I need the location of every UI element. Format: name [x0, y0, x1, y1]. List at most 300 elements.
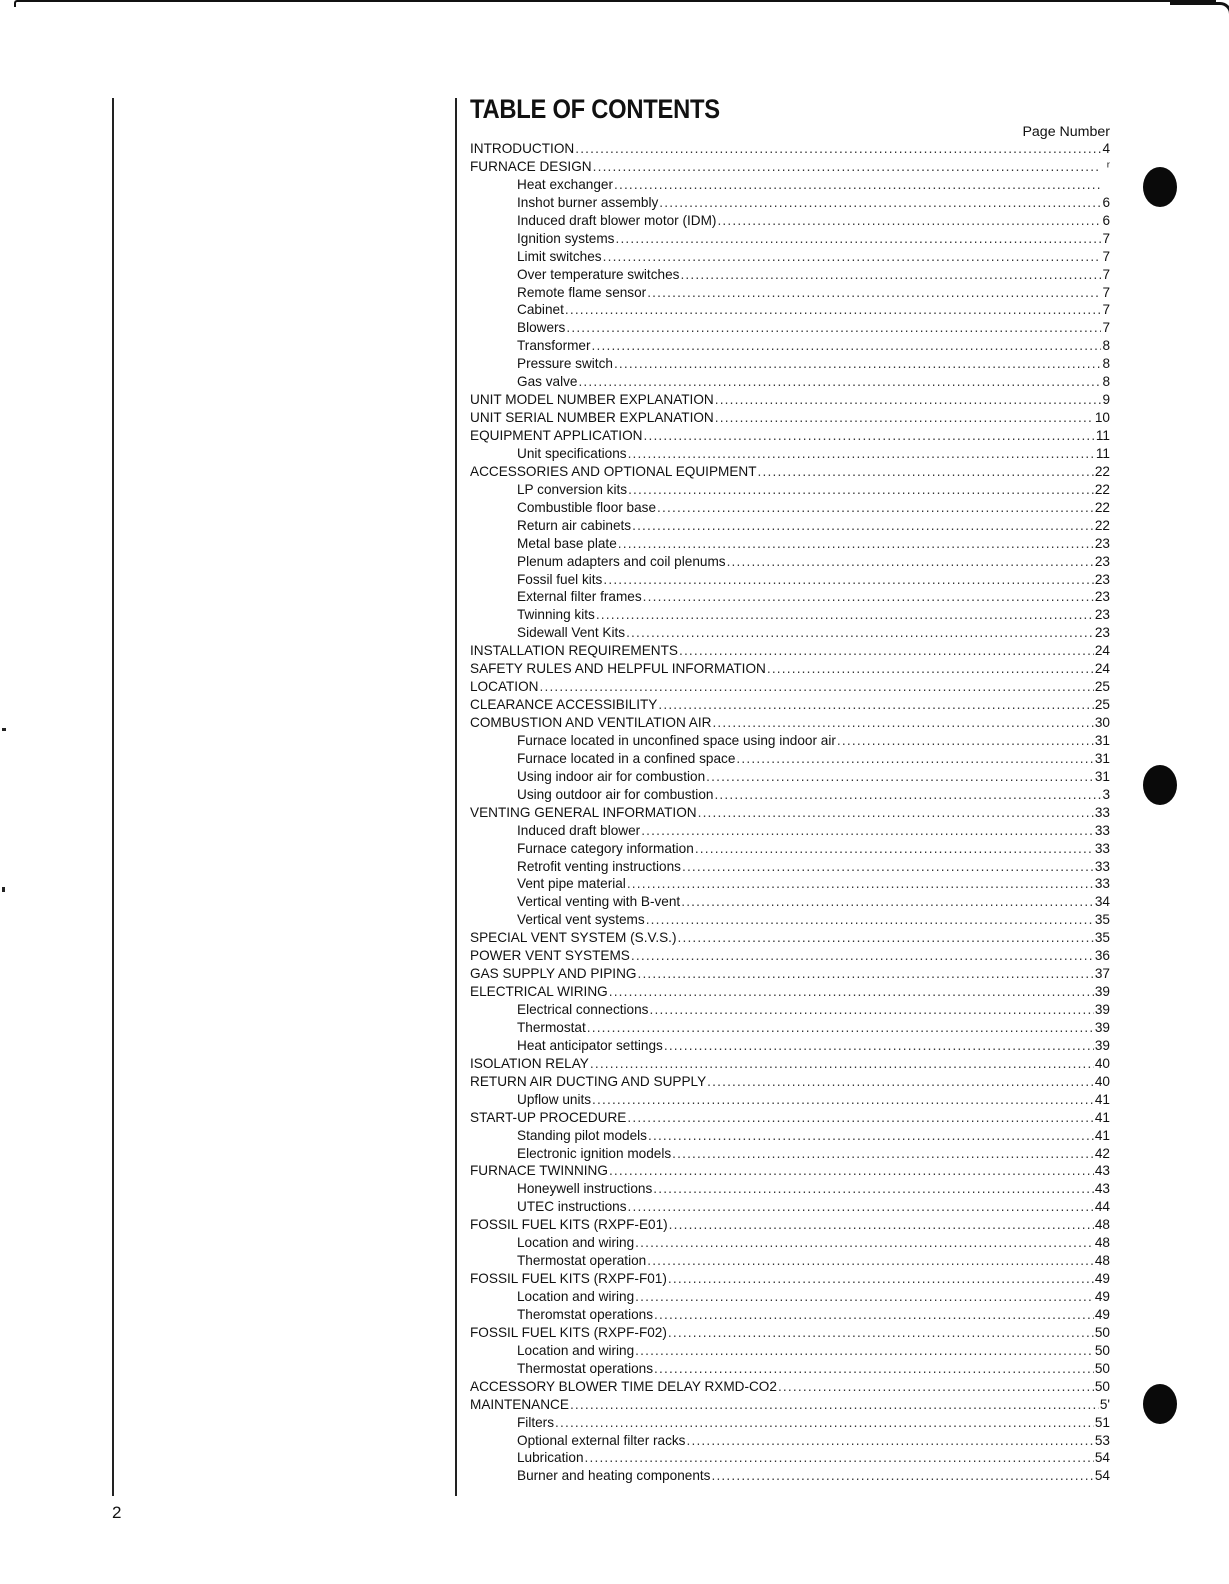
toc-subentry: [470, 1414, 1110, 1432]
toc-subentry: [470, 1145, 1110, 1163]
toc-entry-title: Burner and heating components: [517, 1468, 711, 1484]
toc-subentry: [470, 535, 1110, 553]
dot-leader: [614, 355, 1101, 373]
toc-entry-page: 54: [1094, 1450, 1110, 1466]
toc-subentry: [470, 822, 1110, 840]
toc-entry-title: Furnace located in unconfined space using indoor air: [517, 732, 836, 748]
toc-entry-title: Honeywell instructions: [517, 1181, 653, 1197]
toc-subentry: [470, 248, 1110, 266]
toc-entry-title: Return air cabinets: [517, 517, 632, 533]
toc-entry-title: Electronic ignition models: [517, 1145, 672, 1161]
toc-entry-page: 33: [1094, 840, 1110, 856]
toc-entry-title: Heat exchanger: [517, 176, 613, 192]
toc-entry-title: Blowers: [517, 320, 566, 336]
table-of-contents: [470, 140, 1110, 1485]
dot-leader: [648, 1127, 1094, 1145]
dot-leader: [712, 714, 1093, 732]
toc-subentry: [470, 266, 1110, 284]
toc-subentry: [470, 1432, 1110, 1450]
toc-entry-page: 49: [1094, 1271, 1110, 1287]
binder-hole: [1143, 167, 1177, 207]
toc-entry-title: Pressure switch: [517, 356, 613, 372]
toc-subentry: [470, 301, 1110, 319]
toc-subentry: [470, 212, 1110, 230]
toc-entry-page: 30: [1094, 715, 1110, 730]
toc-entry-page: 48: [1094, 1235, 1110, 1251]
dot-leader: [669, 1216, 1094, 1234]
toc-entry: [470, 714, 1110, 732]
dot-leader: [585, 1449, 1094, 1467]
toc-entry-title: Upflow units: [517, 1091, 592, 1107]
toc-subentry: [470, 911, 1110, 929]
toc-entry-title: ACCESSORY BLOWER TIME DELAY RXMD-CO2: [470, 1378, 777, 1394]
toc-entry-title: POWER VENT SYSTEMS: [470, 948, 630, 964]
toc-entry: [470, 1396, 1110, 1414]
scan-page-corner: [1170, 2, 1229, 15]
toc-entry: [470, 1055, 1110, 1073]
toc-entry-title: Unit specifications: [517, 445, 627, 461]
scan-speck: [2, 887, 5, 892]
toc-entry-page: 41: [1094, 1109, 1110, 1125]
dot-leader: [614, 176, 1101, 194]
toc-entry: [470, 463, 1110, 481]
toc-entry-title: FURNACE DESIGN: [470, 158, 592, 174]
dot-leader: [618, 535, 1094, 553]
toc-entry-title: Twinning kits: [517, 607, 595, 623]
dot-leader: [587, 1019, 1094, 1037]
toc-entry-page: 48: [1094, 1217, 1110, 1233]
toc-entry-page: 39: [1094, 1037, 1110, 1053]
dot-leader: [635, 1342, 1094, 1360]
dot-leader: [668, 1270, 1094, 1288]
toc-entry-title: Gas valve: [517, 374, 578, 390]
dot-leader: [609, 1162, 1094, 1180]
toc-entry-page: 33: [1094, 804, 1110, 820]
toc-entry-title: EQUIPMENT APPLICATION: [470, 428, 643, 443]
toc-entry-title: FOSSIL FUEL KITS (RXPF-E01): [470, 1217, 668, 1233]
toc-entry-title: CLEARANCE ACCESSIBILITY: [470, 697, 658, 713]
dot-leader: [578, 373, 1101, 391]
toc-subentry: [470, 588, 1110, 606]
toc-subentry: [470, 445, 1110, 463]
toc-entry-title: Optional external filter racks: [517, 1432, 686, 1448]
page-footer-number: 2: [112, 1503, 122, 1522]
toc-entry-page: ʳ: [1106, 158, 1110, 174]
toc-entry-page: 50: [1094, 1324, 1110, 1340]
toc-entry-page: 23: [1094, 553, 1110, 569]
toc-entry-title: Thermostat: [517, 1019, 586, 1035]
toc-entry-page: 33: [1094, 858, 1110, 874]
dot-leader: [628, 1198, 1094, 1216]
toc-entry-title: Location and wiring: [517, 1342, 635, 1358]
toc-subentry: [470, 553, 1110, 571]
toc-subentry: [470, 1091, 1110, 1109]
dot-leader: [615, 230, 1101, 248]
toc-entry: [470, 1270, 1110, 1288]
dot-leader: [627, 875, 1094, 893]
toc-entry-page: 49: [1094, 1306, 1110, 1322]
toc-entry-title: Standing pilot models: [517, 1127, 647, 1143]
toc-entry-page: 53: [1094, 1432, 1110, 1448]
dot-leader: [539, 678, 1093, 696]
toc-subentry: [470, 1467, 1110, 1485]
toc-entry-page: 23: [1094, 607, 1110, 623]
dot-leader: [653, 1180, 1094, 1198]
toc-entry-page: 8: [1102, 338, 1110, 354]
toc-entry: [470, 158, 1110, 176]
toc-subentry: [470, 1198, 1110, 1216]
toc-entry-title: Location and wiring: [517, 1235, 635, 1251]
toc-entry-title: Metal base plate: [517, 535, 617, 551]
toc-subentry: [470, 840, 1110, 858]
dot-leader: [628, 445, 1095, 463]
toc-entry-title: UNIT SERIAL NUMBER EXPLANATION: [470, 410, 714, 426]
dot-leader: [643, 427, 1094, 445]
dot-leader: [628, 481, 1094, 499]
toc-entry-title: Retrofit venting instructions: [517, 858, 681, 874]
toc-entry-title: Limit switches: [517, 248, 602, 264]
toc-entry-title: ELECTRICAL WIRING: [470, 984, 608, 1000]
toc-subentry: [470, 499, 1110, 517]
toc-entry: [470, 642, 1110, 660]
toc-entry-title: External filter frames: [517, 589, 642, 605]
dot-leader: [672, 1145, 1094, 1163]
toc-subentry: [470, 373, 1110, 391]
toc-entry-page: 43: [1094, 1163, 1110, 1179]
toc-entry: [470, 929, 1110, 947]
page-title: TABLE OF CONTENTS: [470, 94, 720, 124]
toc-entry-page: 34: [1094, 894, 1110, 910]
toc-entry: [470, 678, 1110, 696]
dot-leader: [682, 858, 1094, 876]
toc-entry-page: 39: [1094, 1002, 1110, 1017]
toc-entry-page: 35: [1094, 930, 1110, 946]
dot-leader: [686, 1432, 1093, 1450]
dot-leader: [758, 463, 1094, 481]
toc-subentry: [470, 1342, 1110, 1360]
dot-leader: [695, 840, 1094, 858]
toc-entry-page: 54: [1094, 1468, 1110, 1484]
dot-leader: [736, 750, 1093, 768]
toc-entry-title: Using indoor air for combustion: [517, 768, 706, 784]
toc-subentry: [470, 1288, 1110, 1306]
toc-subentry: [470, 624, 1110, 642]
dot-leader: [603, 571, 1094, 589]
toc-subentry: [470, 1019, 1110, 1037]
toc-entry-page: 22: [1094, 499, 1110, 515]
dot-leader: [570, 1396, 1099, 1414]
toc-subentry: [470, 194, 1110, 212]
toc-entry: [470, 965, 1110, 983]
toc-subentry: [470, 750, 1110, 768]
toc-entry-title: COMBUSTION AND VENTILATION AIR: [470, 715, 712, 730]
dot-leader: [714, 786, 1101, 804]
toc-entry-title: ISOLATION RELAY: [470, 1055, 589, 1071]
toc-entry-title: Combustible floor base: [517, 499, 657, 515]
toc-subentry: [470, 1449, 1110, 1467]
toc-entry-page: 31: [1094, 732, 1110, 748]
toc-entry-page: 24: [1094, 643, 1110, 659]
toc-subentry: [470, 230, 1110, 248]
toc-entry-page: 8: [1102, 356, 1110, 372]
dot-leader: [635, 1288, 1094, 1306]
toc-subentry: [470, 571, 1110, 589]
toc-entry-title: Inshot burner assembly: [517, 194, 659, 210]
toc-entry-title: Using outdoor air for combustion: [517, 786, 714, 802]
dot-leader: [698, 804, 1094, 822]
dot-leader: [707, 1073, 1094, 1091]
toc-entry-page: 50: [1094, 1360, 1110, 1376]
dot-leader: [649, 1001, 1093, 1019]
toc-entry-title: LP conversion kits: [517, 481, 628, 497]
dot-leader: [654, 1360, 1094, 1378]
toc-entry-title: Remote flame sensor: [517, 284, 647, 300]
toc-subentry: [470, 517, 1110, 535]
dot-leader: [590, 1055, 1094, 1073]
dot-leader: [609, 983, 1094, 1001]
toc-subentry: [470, 1127, 1110, 1145]
toc-entry-title: Cabinet: [517, 302, 564, 318]
toc-entry-title: Plenum adapters and coil plenums: [517, 553, 726, 569]
toc-entry-page: 42: [1094, 1145, 1110, 1161]
toc-entry-page: 8: [1102, 374, 1110, 390]
toc-entry-page: 9: [1102, 392, 1110, 408]
toc-subentry: [470, 319, 1110, 337]
toc-entry: [470, 1324, 1110, 1342]
dot-leader: [715, 391, 1101, 409]
toc-entry-title: Ignition systems: [517, 230, 615, 246]
toc-entry: [470, 660, 1110, 678]
dot-leader: [681, 893, 1094, 911]
toc-entry-title: Heat anticipator settings: [517, 1037, 663, 1053]
toc-subentry: [470, 875, 1110, 893]
toc-entry-page: 41: [1094, 1127, 1110, 1143]
toc-entry-title: ACCESSORIES AND OPTIONAL EQUIPMENT: [470, 463, 757, 479]
toc-entry-page: 7: [1102, 302, 1110, 318]
toc-entry-title: Furnace category information: [517, 840, 694, 856]
dot-leader: [641, 822, 1094, 840]
toc-subentry: [470, 1360, 1110, 1378]
toc-entry-page: 11: [1095, 445, 1110, 461]
toc-entry-page: 7: [1102, 320, 1110, 336]
toc-subentry: [470, 893, 1110, 911]
toc-subentry: [470, 1037, 1110, 1055]
toc-entry-title: LOCATION: [470, 679, 539, 695]
toc-entry: [470, 983, 1110, 1001]
toc-entry-page: 35: [1094, 912, 1110, 928]
toc-entry-page: 4: [1102, 141, 1110, 156]
toc-subentry: [470, 1306, 1110, 1324]
dot-leader: [603, 248, 1101, 266]
dot-leader: [643, 588, 1094, 606]
toc-entry-title: VENTING GENERAL INFORMATION: [470, 804, 697, 820]
dot-leader: [717, 212, 1101, 230]
toc-entry-page: 40: [1094, 1073, 1110, 1089]
toc-entry-title: MAINTENANCE: [470, 1396, 569, 1412]
dot-leader: [647, 284, 1101, 302]
toc-entry-title: Thermostat operations: [517, 1360, 654, 1376]
toc-entry-title: FOSSIL FUEL KITS (RXPF-F01): [470, 1271, 667, 1287]
dot-leader: [555, 1414, 1094, 1432]
toc-subentry: [470, 355, 1110, 373]
dot-leader: [592, 1091, 1094, 1109]
toc-entry-page: 24: [1094, 661, 1110, 677]
dot-leader: [715, 409, 1094, 427]
dot-leader: [631, 947, 1094, 965]
margin-rule: [112, 98, 114, 1496]
toc-entry: [470, 947, 1110, 965]
toc-entry-page: 50: [1094, 1342, 1110, 1358]
toc-entry-title: FURNACE TWINNING: [470, 1163, 608, 1179]
toc-entry-page: 3: [1102, 786, 1110, 802]
binder-hole: [1143, 765, 1177, 805]
toc-entry-title: Sidewall Vent Kits: [517, 625, 626, 641]
toc-entry-title: FOSSIL FUEL KITS (RXPF-F02): [470, 1324, 667, 1340]
toc-entry-page: 41: [1094, 1091, 1110, 1107]
dot-leader: [565, 301, 1101, 319]
toc-entry-page: 6: [1102, 212, 1110, 228]
toc-entry-page: 23: [1094, 589, 1110, 605]
column-rule: [455, 98, 457, 1496]
toc-entry-title: Furnace located in a confined space: [517, 750, 736, 766]
toc-entry-page: 22: [1094, 463, 1110, 479]
toc-entry: [470, 696, 1110, 714]
toc-entry-page: 51: [1094, 1414, 1110, 1430]
toc-entry: [470, 1109, 1110, 1127]
toc-entry-page: 50: [1094, 1378, 1110, 1394]
dot-leader: [727, 553, 1094, 571]
dot-leader: [592, 337, 1101, 355]
scan-speck: [2, 728, 6, 731]
toc-entry-page: 6: [1102, 194, 1110, 210]
dot-leader: [637, 965, 1093, 983]
toc-entry-page: 36: [1094, 948, 1110, 964]
dot-leader: [646, 911, 1094, 929]
toc-entry-page: 11: [1095, 428, 1110, 443]
toc-entry-page: 7: [1102, 230, 1110, 246]
toc-subentry: [470, 768, 1110, 786]
toc-entry-title: RETURN AIR DUCTING AND SUPPLY: [470, 1073, 707, 1089]
toc-entry-page: 25: [1094, 679, 1110, 695]
toc-entry: [470, 391, 1110, 409]
binder-hole: [1143, 1384, 1177, 1424]
dot-leader: [680, 266, 1101, 284]
dot-leader: [658, 696, 1094, 714]
dot-leader: [657, 499, 1094, 517]
toc-subentry: [470, 606, 1110, 624]
toc-entry-title: Induced draft blower motor (IDM): [517, 212, 717, 228]
toc-subentry: [470, 858, 1110, 876]
dot-leader: [654, 1306, 1094, 1324]
toc-entry-title: Electrical connections: [517, 1002, 649, 1017]
toc-entry-title: Thermostat operation: [517, 1253, 647, 1269]
toc-entry: [470, 1378, 1110, 1396]
toc-entry: [470, 804, 1110, 822]
toc-entry-page: 31: [1094, 750, 1110, 766]
toc-entry-page: 40: [1094, 1055, 1110, 1071]
toc-entry-title: Theromstat operations: [517, 1306, 654, 1322]
toc-entry-title: SAFETY RULES AND HELPFUL INFORMATION: [470, 661, 766, 677]
toc-entry-title: Transformer: [517, 338, 591, 354]
dot-leader: [679, 642, 1094, 660]
dot-leader: [632, 517, 1094, 535]
toc-entry-title: UNIT MODEL NUMBER EXPLANATION: [470, 392, 714, 408]
toc-entry-title: Fossil fuel kits: [517, 571, 603, 587]
toc-entry-page: 23: [1094, 571, 1110, 587]
dot-leader: [566, 319, 1101, 337]
toc-entry-title: Lubrication: [517, 1450, 584, 1466]
toc-subentry: [470, 284, 1110, 302]
toc-entry-title: Filters: [517, 1414, 555, 1430]
toc-subentry: [470, 786, 1110, 804]
toc-entry-page: 31: [1094, 768, 1110, 784]
toc-entry-title: Vertical vent systems: [517, 912, 645, 928]
dot-leader: [626, 624, 1094, 642]
toc-entry-page: 23: [1094, 625, 1110, 641]
toc-entry-title: INTRODUCTION: [470, 141, 575, 156]
dot-leader: [706, 768, 1094, 786]
toc-entry-page: 23: [1094, 535, 1110, 551]
toc-entry: [470, 1073, 1110, 1091]
toc-entry-title: SPECIAL VENT SYSTEM (S.V.S.): [470, 930, 677, 946]
dot-leader: [664, 1037, 1094, 1055]
dot-leader: [837, 732, 1094, 750]
toc-subentry: [470, 1180, 1110, 1198]
toc-entry-page: 48: [1094, 1253, 1110, 1269]
dot-leader: [647, 1252, 1094, 1270]
dot-leader: [767, 660, 1094, 678]
dot-leader: [659, 194, 1101, 212]
toc-entry-page: 7: [1102, 284, 1110, 300]
toc-entry-page: 33: [1094, 876, 1110, 892]
toc-entry-page: 22: [1094, 481, 1110, 497]
toc-entry: [470, 427, 1110, 445]
toc-entry-page: 7: [1102, 266, 1110, 282]
page-number-column-header: Page Number: [1022, 124, 1110, 140]
scan-page-edge: [14, 0, 1216, 7]
toc-entry-page: 22: [1094, 517, 1110, 533]
toc-entry-page: 39: [1094, 984, 1110, 1000]
toc-entry-title: Vent pipe material: [517, 876, 626, 892]
toc-subentry: [470, 732, 1110, 750]
toc-entry-page: 5': [1099, 1396, 1110, 1412]
toc-entry-page: 10: [1094, 410, 1110, 426]
toc-entry-title: START-UP PROCEDURE: [470, 1109, 627, 1125]
toc-entry-page: 43: [1094, 1181, 1110, 1197]
toc-entry: [470, 1162, 1110, 1180]
toc-subentry: [470, 337, 1110, 355]
toc-entry-title: Over temperature switches: [517, 266, 680, 282]
toc-entry-title: UTEC instructions: [517, 1199, 627, 1215]
toc-entry-page: 49: [1094, 1289, 1110, 1304]
dot-leader: [711, 1467, 1093, 1485]
toc-entry: [470, 140, 1110, 158]
toc-entry-page: 39: [1094, 1019, 1110, 1035]
toc-entry-page: 33: [1094, 822, 1110, 838]
dot-leader: [596, 606, 1094, 624]
dot-leader: [778, 1378, 1094, 1396]
dot-leader: [593, 158, 1101, 176]
toc-subentry: [470, 1252, 1110, 1270]
toc-subentry: [470, 1001, 1110, 1019]
toc-entry: [470, 409, 1110, 427]
toc-subentry: [470, 1234, 1110, 1252]
dot-leader: [678, 929, 1094, 947]
dot-leader: [635, 1234, 1094, 1252]
toc-entry-page: 37: [1094, 966, 1110, 982]
toc-entry-title: Induced draft blower: [517, 822, 641, 838]
toc-entry-title: GAS SUPPLY AND PIPING: [470, 966, 637, 982]
